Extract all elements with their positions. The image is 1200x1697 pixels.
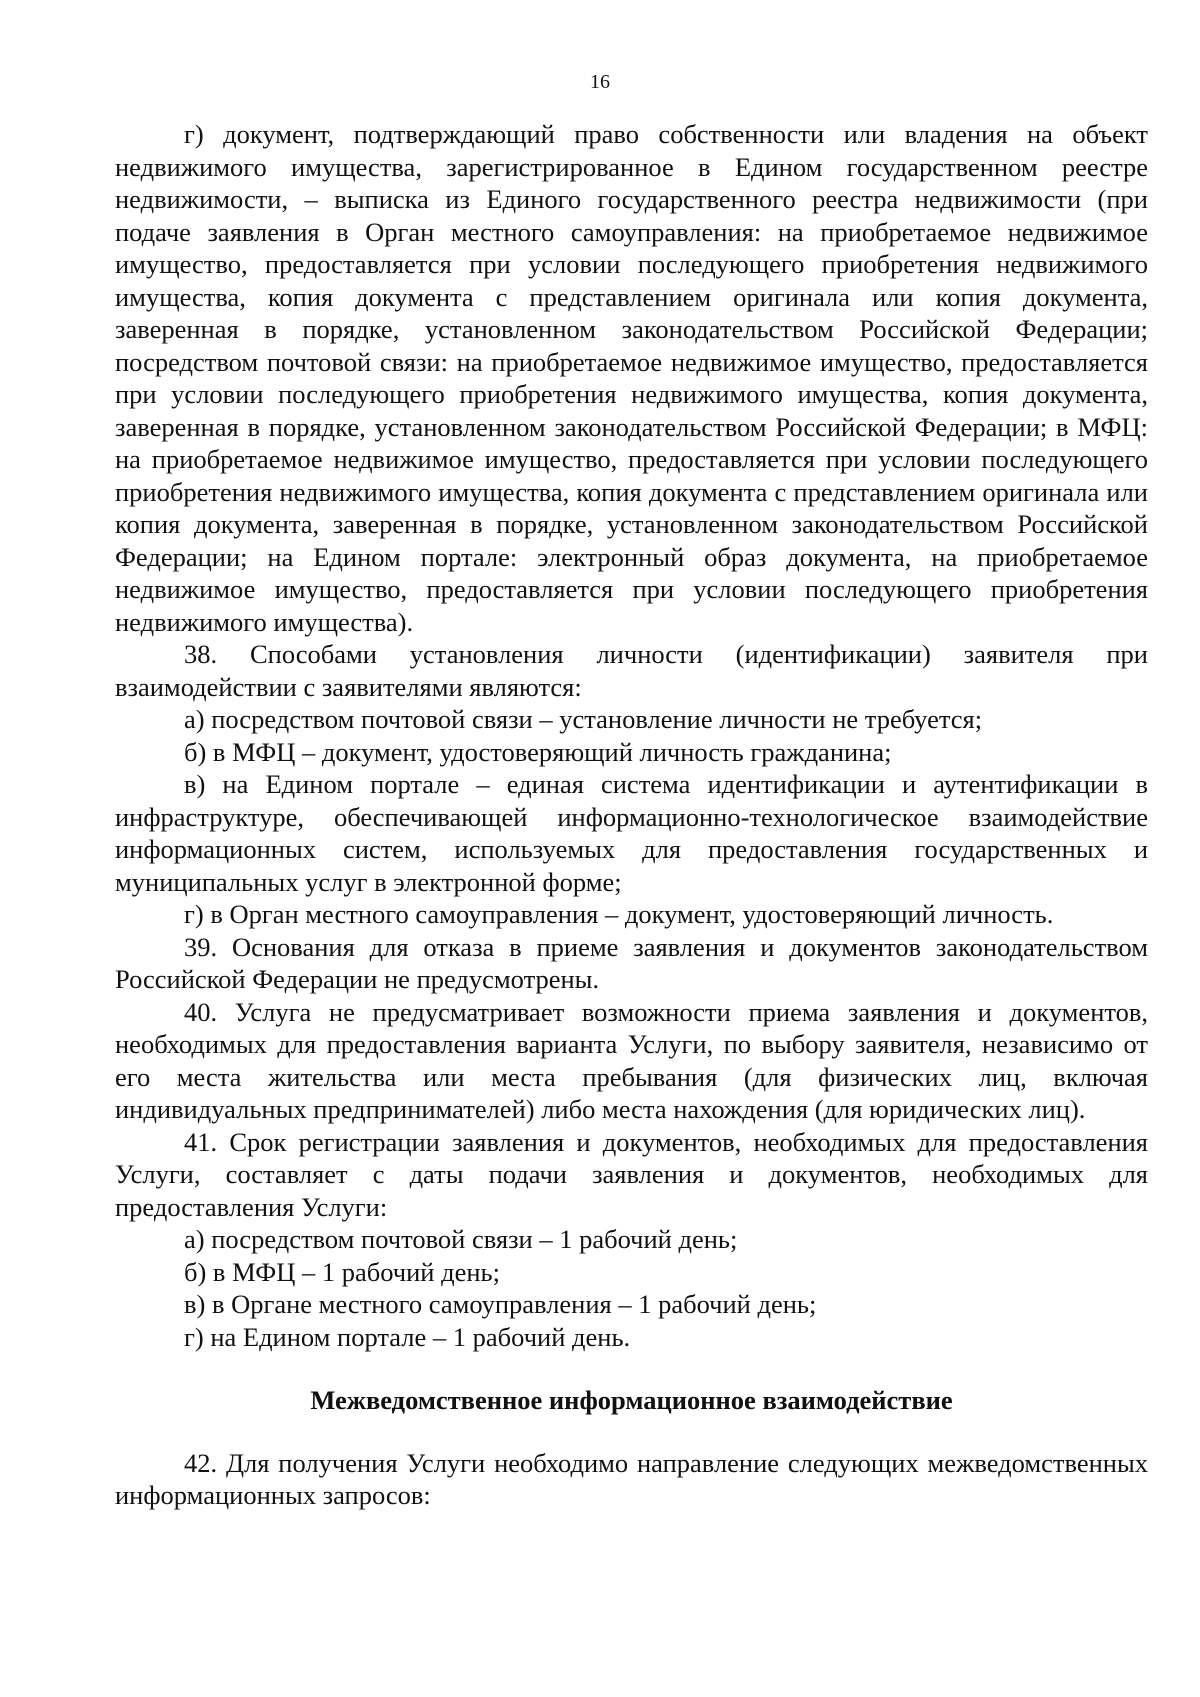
paragraph-41-g: г) на Едином портале – 1 рабочий день. <box>184 1321 631 1352</box>
paragraph-39: 39. Основания для отказа в приеме заявления и документов законодательством Российской Федерации не предусмотрены. <box>115 931 1148 994</box>
paragraph-41: 41. Срок регистрации заявления и документов, необходимых для предоставления Услуги, составляет с даты подачи заявления и документов, необходимых для предоставления Услуги: <box>115 1126 1148 1222</box>
document-body <box>115 118 1148 1512</box>
paragraph-38-g: г) в Орган местного самоуправления – документ, удостоверяющий личность. <box>184 899 1054 929</box>
paragraph-38-v: в) на Едином портале – единая система идентификации и аутентификации в инфраструктуре, обеспечивающей информационно-технологическое взаимодействие информационных систем, используемых для предоставления государственных и муниципальных услуг в электронной форме; <box>115 769 1148 897</box>
paragraph-38: 38. Способами установления личности (идентификации) заявителя при взаимодействии с заявителями являются: <box>115 639 1148 702</box>
paragraph-40: 40. Услуга не предусматривает возможности приема заявления и документов, необходимых для предоставления варианта Услуги, по выбору заявителя, независимо от его места жительства или места пребывания (для физических лиц, включая индивидуальных предпринимателей) либо места нахождения (для юридических лиц). <box>115 996 1148 1124</box>
paragraph-38-a: а) посредством почтовой связи – установление личности не требуется; <box>184 704 983 734</box>
paragraph-item-g-document: г) документ, подтверждающий право собственности или владения на объект недвижимого имущества, зарегистрированное в Едином государственном реестре недвижимости, – выписка из Единого государственного реестра недвижимости (при подаче заявления в Орган местного самоуправления: на приобретаемое недвижимое имущество, предоставляется при условии последующего приобретения недвижимого имущества, копия документа с представлением оригинала или копия документа, заверенная в порядке, установленном законодательством Российской Федерации; посредством почтовой связи: на приобретаемое недвижимое имущество, предоставляется при условии последующего приобретения недвижимого имущества, копия документа, заверенная в порядке, установленном законодательством Российской Федерации; в МФЦ: на приобретаемое недвижимое имущество, предоставляется при условии последующего приобретения недвижимого имущества, копия документа с представлением оригинала или копия документа, заверенная в порядке, установленном законодательством Российской Федерации; на Едином портале: электронный образ документа, на приобретаемое недвижимое имущество, предоставляется при условии последующего приобретения недвижимого имущества). <box>115 119 1148 637</box>
paragraph-41-v: в) в Органе местного самоуправления – 1 рабочий день; <box>184 1289 817 1319</box>
paragraph-42: 42. Для получения Услуги необходимо направление следующих межведомственных информационных запросов: <box>115 1447 1148 1510</box>
page-number: 16 <box>590 71 610 93</box>
paragraph-41-a: а) посредством почтовой связи – 1 рабочий день; <box>184 1224 738 1254</box>
paragraph-41-b: б) в МФЦ – 1 рабочий день; <box>184 1256 500 1287</box>
paragraph-38-b: б) в МФЦ – документ, удостоверяющий личность гражданина; <box>184 736 892 767</box>
section-heading: Межведомственное информационное взаимодействие <box>310 1385 953 1415</box>
